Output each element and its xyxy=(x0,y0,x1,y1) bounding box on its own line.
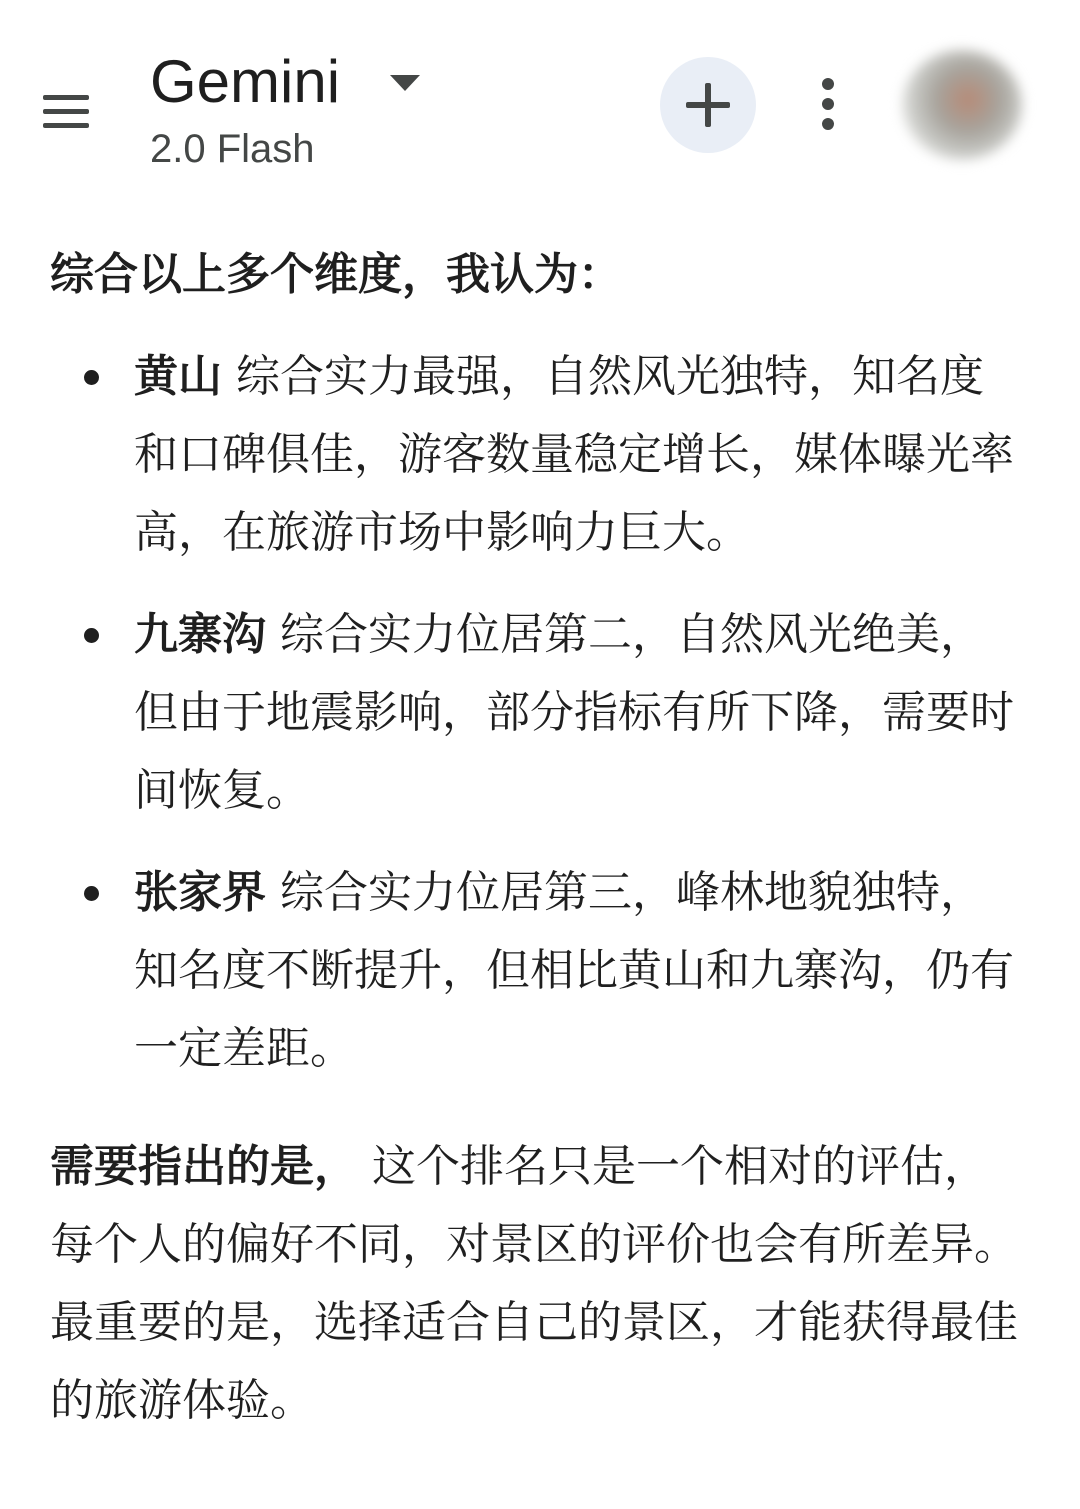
list-item-name: 黄山 xyxy=(134,351,222,402)
list-item-text: 综合实力位居第二，自然风光绝美，但由于地震影响，部分指标有所下降，需要时间恢复。 xyxy=(134,609,1014,816)
response-note xyxy=(50,1128,1030,1440)
model-name: 2.0 Flash xyxy=(150,127,315,171)
list-item-text: 综合实力最强，自然风光独特，知名度和口碑俱佳，游客数量稳定增长，媒体曝光率高，在旅游市场中影响力巨大。 xyxy=(134,351,1014,558)
avatar[interactable] xyxy=(902,50,1022,160)
list-item xyxy=(50,338,1030,572)
bullet-dot xyxy=(84,370,99,385)
note-lead: 需要指出的是， xyxy=(50,1141,358,1192)
model-dropdown-button[interactable] xyxy=(385,64,425,104)
response-message xyxy=(50,236,1030,1440)
bullet-dot xyxy=(84,628,99,643)
plus-icon xyxy=(686,83,730,127)
caret-down-icon xyxy=(390,75,420,93)
list-item xyxy=(50,596,1030,830)
menu-button[interactable] xyxy=(36,82,96,142)
list-item xyxy=(50,854,1030,1088)
list-item-text: 综合实力位居第三，峰林地貌独特，知名度不断提升，但相比黄山和九寨沟，仍有一定差距。 xyxy=(134,867,1014,1074)
bullet-dot xyxy=(84,886,99,901)
model-selector[interactable] xyxy=(150,48,340,172)
list-item-name: 九寨沟 xyxy=(134,609,266,660)
new-chat-button[interactable] xyxy=(660,57,756,153)
ranking-list xyxy=(50,338,1030,1088)
menu-icon xyxy=(43,95,89,129)
list-item-name: 张家界 xyxy=(134,867,266,918)
app-title: Gemini xyxy=(150,48,341,115)
more-vertical-icon xyxy=(818,77,838,131)
more-options-button[interactable] xyxy=(798,72,858,136)
note-text: 这个排名只是一个相对的评估，每个人的偏好不同，对景区的评价也会有所差异。最重要的是，选择适合自己的景区，才能获得最佳的旅游体验。 xyxy=(50,1141,1018,1426)
top-app-bar xyxy=(0,0,1080,210)
response-intro: 综合以上多个维度，我认为： xyxy=(50,249,622,300)
